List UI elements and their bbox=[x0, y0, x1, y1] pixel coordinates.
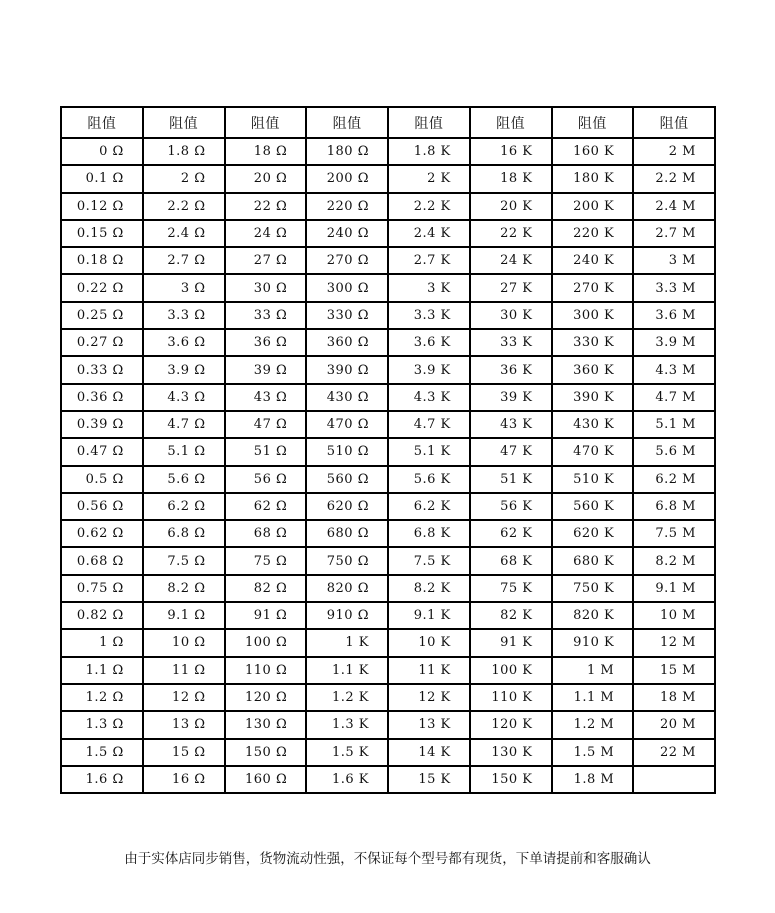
table-row bbox=[61, 739, 715, 766]
resistance-value-cell: 3.3 M bbox=[633, 274, 715, 301]
resistance-value-cell: 22 M bbox=[633, 739, 715, 766]
resistance-value-cell: 1.2 M bbox=[552, 711, 634, 738]
resistance-value-cell: 75 K bbox=[470, 575, 552, 602]
resistance-value-cell: 100 K bbox=[470, 657, 552, 684]
resistance-value-cell: 0.25 Ω bbox=[61, 302, 143, 329]
table-row bbox=[61, 247, 715, 274]
resistance-value-cell: 0.33 Ω bbox=[61, 356, 143, 383]
resistance-value-cell: 9.1 M bbox=[633, 575, 715, 602]
resistance-value-cell: 3.6 Ω bbox=[143, 329, 225, 356]
resistance-value-cell: 12 M bbox=[633, 629, 715, 656]
resistance-value-cell: 2.2 M bbox=[633, 165, 715, 192]
resistance-value-cell: 110 Ω bbox=[225, 657, 307, 684]
resistance-value-cell: 0.22 Ω bbox=[61, 274, 143, 301]
resistance-value-cell: 430 K bbox=[552, 411, 634, 438]
resistance-value-cell: 3.6 K bbox=[388, 329, 470, 356]
resistance-value-cell: 560 K bbox=[552, 493, 634, 520]
resistance-value-cell: 0.1 Ω bbox=[61, 165, 143, 192]
resistance-value-cell: 1.6 K bbox=[306, 766, 388, 793]
resistance-value-cell: 0.36 Ω bbox=[61, 384, 143, 411]
resistance-value-cell: 270 K bbox=[552, 274, 634, 301]
resistance-value-cell: 43 Ω bbox=[225, 384, 307, 411]
resistance-value-cell: 18 Ω bbox=[225, 138, 307, 165]
resistance-value-cell: 30 K bbox=[470, 302, 552, 329]
resistance-value-cell: 2.7 Ω bbox=[143, 247, 225, 274]
table-row bbox=[61, 629, 715, 656]
resistance-value-cell: 33 Ω bbox=[225, 302, 307, 329]
resistance-value-cell: 120 Ω bbox=[225, 684, 307, 711]
resistance-value-cell: 8.2 Ω bbox=[143, 575, 225, 602]
resistance-value-cell: 150 Ω bbox=[225, 739, 307, 766]
resistance-value-cell: 0.39 Ω bbox=[61, 411, 143, 438]
resistance-value-cell: 33 K bbox=[470, 329, 552, 356]
resistance-value-cell: 4.7 K bbox=[388, 411, 470, 438]
resistance-value-cell: 30 Ω bbox=[225, 274, 307, 301]
resistance-value-cell: 43 K bbox=[470, 411, 552, 438]
resistance-value-cell: 91 K bbox=[470, 629, 552, 656]
resistance-value-cell: 3 Ω bbox=[143, 274, 225, 301]
resistance-value-cell: 3 M bbox=[633, 247, 715, 274]
resistance-value-cell: 2.2 K bbox=[388, 193, 470, 220]
stock-notice: 由于实体店同步销售，货物流动性强，不保证每个型号都有现货，下单请提前和客服确认 bbox=[124, 851, 651, 867]
resistance-value-cell: 1.5 Ω bbox=[61, 739, 143, 766]
resistance-value-cell: 4.7 M bbox=[633, 384, 715, 411]
resistance-value-cell: 910 Ω bbox=[306, 602, 388, 629]
resistance-value-cell: 3.9 M bbox=[633, 329, 715, 356]
resistance-value-cell: 82 Ω bbox=[225, 575, 307, 602]
resistance-value-cell: 7.5 M bbox=[633, 520, 715, 547]
resistance-value-cell: 0.82 Ω bbox=[61, 602, 143, 629]
resistance-value-cell: 11 Ω bbox=[143, 657, 225, 684]
resistance-value-cell: 18 M bbox=[633, 684, 715, 711]
resistance-value-cell: 5.1 K bbox=[388, 438, 470, 465]
resistance-value-cell: 160 Ω bbox=[225, 766, 307, 793]
resistance-value-cell: 7.5 K bbox=[388, 547, 470, 574]
resistance-value-cell: 13 Ω bbox=[143, 711, 225, 738]
resistance-value-cell: 75 Ω bbox=[225, 547, 307, 574]
resistance-value-cell: 68 Ω bbox=[225, 520, 307, 547]
table-row bbox=[61, 493, 715, 520]
resistance-value-cell: 15 Ω bbox=[143, 739, 225, 766]
resistance-value-cell: 1.5 K bbox=[306, 739, 388, 766]
resistance-value-cell: 180 K bbox=[552, 165, 634, 192]
resistance-value-cell: 6.2 M bbox=[633, 466, 715, 493]
resistance-value-cell: 1.5 M bbox=[552, 739, 634, 766]
table-row bbox=[61, 138, 715, 165]
resistance-value-cell: 510 Ω bbox=[306, 438, 388, 465]
resistance-value-cell: 0.18 Ω bbox=[61, 247, 143, 274]
resistance-value-cell: 220 Ω bbox=[306, 193, 388, 220]
resistance-value-cell: 2.4 Ω bbox=[143, 220, 225, 247]
column-header: 阻值 bbox=[633, 107, 715, 138]
resistance-value-cell: 270 Ω bbox=[306, 247, 388, 274]
resistance-value-cell: 36 Ω bbox=[225, 329, 307, 356]
resistance-value-cell: 15 K bbox=[388, 766, 470, 793]
resistance-value-cell: 27 Ω bbox=[225, 247, 307, 274]
resistance-value-cell: 430 Ω bbox=[306, 384, 388, 411]
resistance-value-cell: 47 Ω bbox=[225, 411, 307, 438]
resistance-value-cell: 1 K bbox=[306, 629, 388, 656]
resistance-value-cell: 24 Ω bbox=[225, 220, 307, 247]
resistance-value-cell: 0.62 Ω bbox=[61, 520, 143, 547]
table-row bbox=[61, 684, 715, 711]
table-row bbox=[61, 575, 715, 602]
resistance-value-cell: 120 K bbox=[470, 711, 552, 738]
resistance-value-cell: 820 Ω bbox=[306, 575, 388, 602]
resistance-value-cell: 1.3 Ω bbox=[61, 711, 143, 738]
table-row bbox=[61, 411, 715, 438]
resistance-value-cell: 300 Ω bbox=[306, 274, 388, 301]
resistance-value-cell: 82 K bbox=[470, 602, 552, 629]
resistance-value-cell: 300 K bbox=[552, 302, 634, 329]
table-row bbox=[61, 356, 715, 383]
resistance-value-cell: 2.7 M bbox=[633, 220, 715, 247]
table-row bbox=[61, 711, 715, 738]
resistance-value-cell: 14 K bbox=[388, 739, 470, 766]
resistance-value-cell: 68 K bbox=[470, 547, 552, 574]
resistance-value-cell: 62 Ω bbox=[225, 493, 307, 520]
resistance-value-cell: 200 K bbox=[552, 193, 634, 220]
resistance-value-cell: 510 K bbox=[552, 466, 634, 493]
resistance-value-cell: 12 K bbox=[388, 684, 470, 711]
resistance-value-cell: 5.1 M bbox=[633, 411, 715, 438]
column-header: 阻值 bbox=[552, 107, 634, 138]
resistance-value-cell: 360 K bbox=[552, 356, 634, 383]
resistance-value-cell: 6.2 K bbox=[388, 493, 470, 520]
resistance-value-cell: 0.27 Ω bbox=[61, 329, 143, 356]
table-row bbox=[61, 602, 715, 629]
table-row bbox=[61, 438, 715, 465]
resistance-value-cell: 3.6 M bbox=[633, 302, 715, 329]
resistance-value-cell: 16 K bbox=[470, 138, 552, 165]
resistance-value-cell: 22 K bbox=[470, 220, 552, 247]
resistance-value-cell: 2.4 M bbox=[633, 193, 715, 220]
resistance-value-cell: 820 K bbox=[552, 602, 634, 629]
resistance-value-cell: 39 K bbox=[470, 384, 552, 411]
resistance-value-cell: 180 Ω bbox=[306, 138, 388, 165]
resistance-value-cell: 240 K bbox=[552, 247, 634, 274]
resistance-value-cell: 680 Ω bbox=[306, 520, 388, 547]
resistance-value-cell: 1.1 K bbox=[306, 657, 388, 684]
table-row bbox=[61, 547, 715, 574]
resistance-value-cell: 9.1 Ω bbox=[143, 602, 225, 629]
resistance-value-cell: 0.56 Ω bbox=[61, 493, 143, 520]
resistance-value-cell: 3.3 K bbox=[388, 302, 470, 329]
resistance-value-cell: 100 Ω bbox=[225, 629, 307, 656]
table-row bbox=[61, 766, 715, 793]
resistance-value-cell: 5.6 Ω bbox=[143, 466, 225, 493]
resistance-value-cell: 1.3 K bbox=[306, 711, 388, 738]
resistance-value-cell: 1.8 M bbox=[552, 766, 634, 793]
column-header: 阻值 bbox=[388, 107, 470, 138]
resistance-value-cell: 0.47 Ω bbox=[61, 438, 143, 465]
resistance-value-cell: 0.75 Ω bbox=[61, 575, 143, 602]
header-row bbox=[61, 107, 715, 138]
resistance-value-cell: 9.1 K bbox=[388, 602, 470, 629]
resistance-value-cell: 1.2 K bbox=[306, 684, 388, 711]
resistance-value-cell: 910 K bbox=[552, 629, 634, 656]
table-row bbox=[61, 302, 715, 329]
resistance-value-cell: 3.3 Ω bbox=[143, 302, 225, 329]
table-row bbox=[61, 657, 715, 684]
resistance-value-cell: 1.2 Ω bbox=[61, 684, 143, 711]
resistance-value-cell: 200 Ω bbox=[306, 165, 388, 192]
resistance-value-cell: 6.8 M bbox=[633, 493, 715, 520]
resistance-value-cell: 620 K bbox=[552, 520, 634, 547]
resistance-value-cell: 47 K bbox=[470, 438, 552, 465]
resistor-value-table bbox=[60, 106, 716, 794]
resistance-value-cell: 3.9 Ω bbox=[143, 356, 225, 383]
resistance-value-cell: 10 Ω bbox=[143, 629, 225, 656]
resistance-value-cell: 16 Ω bbox=[143, 766, 225, 793]
column-header: 阻值 bbox=[470, 107, 552, 138]
resistance-value-cell: 1.6 Ω bbox=[61, 766, 143, 793]
resistance-value-cell: 220 K bbox=[552, 220, 634, 247]
resistance-value-cell: 15 M bbox=[633, 657, 715, 684]
resistance-value-cell: 4.3 K bbox=[388, 384, 470, 411]
table-row bbox=[61, 329, 715, 356]
resistance-value-cell: 13 K bbox=[388, 711, 470, 738]
resistance-value-cell: 36 K bbox=[470, 356, 552, 383]
resistance-value-cell: 0 Ω bbox=[61, 138, 143, 165]
resistance-value-cell: 330 Ω bbox=[306, 302, 388, 329]
resistance-value-cell: 8.2 K bbox=[388, 575, 470, 602]
resistance-value-cell: 51 K bbox=[470, 466, 552, 493]
resistance-value-cell: 3 K bbox=[388, 274, 470, 301]
resistance-value-cell: 2 Ω bbox=[143, 165, 225, 192]
table-row bbox=[61, 165, 715, 192]
resistance-value-cell: 4.3 Ω bbox=[143, 384, 225, 411]
column-header: 阻值 bbox=[306, 107, 388, 138]
resistance-value-cell: 2.2 Ω bbox=[143, 193, 225, 220]
resistance-value-cell: 27 K bbox=[470, 274, 552, 301]
resistance-value-cell: 5.6 K bbox=[388, 466, 470, 493]
column-header: 阻值 bbox=[143, 107, 225, 138]
resistance-value-cell: 56 K bbox=[470, 493, 552, 520]
resistance-value-cell: 470 Ω bbox=[306, 411, 388, 438]
resistance-value-cell: 3.9 K bbox=[388, 356, 470, 383]
resistance-value-cell: 4.3 M bbox=[633, 356, 715, 383]
resistance-value-cell: 560 Ω bbox=[306, 466, 388, 493]
resistance-value-cell: 6.8 Ω bbox=[143, 520, 225, 547]
resistance-value-cell: 130 Ω bbox=[225, 711, 307, 738]
resistance-value-cell bbox=[633, 766, 715, 793]
resistance-value-cell: 160 K bbox=[552, 138, 634, 165]
resistance-value-cell: 750 Ω bbox=[306, 547, 388, 574]
resistance-value-cell: 0.15 Ω bbox=[61, 220, 143, 247]
resistance-value-cell: 0.5 Ω bbox=[61, 466, 143, 493]
resistance-value-cell: 20 K bbox=[470, 193, 552, 220]
resistance-value-cell: 0.12 Ω bbox=[61, 193, 143, 220]
resistance-value-cell: 0.68 Ω bbox=[61, 547, 143, 574]
resistance-value-cell: 360 Ω bbox=[306, 329, 388, 356]
resistance-value-cell: 680 K bbox=[552, 547, 634, 574]
resistance-value-cell: 56 Ω bbox=[225, 466, 307, 493]
resistance-value-cell: 390 K bbox=[552, 384, 634, 411]
resistance-value-cell: 110 K bbox=[470, 684, 552, 711]
resistance-value-cell: 2.7 K bbox=[388, 247, 470, 274]
resistance-value-cell: 620 Ω bbox=[306, 493, 388, 520]
resistance-value-cell: 24 K bbox=[470, 247, 552, 274]
resistance-value-cell: 1 Ω bbox=[61, 629, 143, 656]
resistance-value-cell: 5.6 M bbox=[633, 438, 715, 465]
resistance-value-cell: 20 Ω bbox=[225, 165, 307, 192]
resistance-value-cell: 91 Ω bbox=[225, 602, 307, 629]
resistance-value-cell: 11 K bbox=[388, 657, 470, 684]
resistance-value-cell: 12 Ω bbox=[143, 684, 225, 711]
column-header: 阻值 bbox=[61, 107, 143, 138]
table-row bbox=[61, 384, 715, 411]
resistance-value-cell: 2 M bbox=[633, 138, 715, 165]
resistance-value-cell: 10 M bbox=[633, 602, 715, 629]
resistance-value-cell: 1.8 K bbox=[388, 138, 470, 165]
table-row bbox=[61, 274, 715, 301]
resistance-value-cell: 20 M bbox=[633, 711, 715, 738]
resistance-value-cell: 1.8 Ω bbox=[143, 138, 225, 165]
resistance-value-cell: 240 Ω bbox=[306, 220, 388, 247]
resistance-value-cell: 62 K bbox=[470, 520, 552, 547]
resistance-value-cell: 470 K bbox=[552, 438, 634, 465]
resistance-value-cell: 2 K bbox=[388, 165, 470, 192]
resistance-value-cell: 2.4 K bbox=[388, 220, 470, 247]
resistance-value-cell: 22 Ω bbox=[225, 193, 307, 220]
resistance-value-cell: 1.1 M bbox=[552, 684, 634, 711]
resistance-value-cell: 39 Ω bbox=[225, 356, 307, 383]
resistance-value-cell: 150 K bbox=[470, 766, 552, 793]
resistance-value-cell: 390 Ω bbox=[306, 356, 388, 383]
resistor-value-sheet bbox=[60, 106, 716, 794]
resistance-value-cell: 18 K bbox=[470, 165, 552, 192]
resistance-value-cell: 6.2 Ω bbox=[143, 493, 225, 520]
resistance-value-cell: 130 K bbox=[470, 739, 552, 766]
resistance-value-cell: 51 Ω bbox=[225, 438, 307, 465]
resistance-value-cell: 330 K bbox=[552, 329, 634, 356]
resistance-value-cell: 8.2 M bbox=[633, 547, 715, 574]
resistance-value-cell: 750 K bbox=[552, 575, 634, 602]
table-row bbox=[61, 193, 715, 220]
table-row bbox=[61, 520, 715, 547]
table-body bbox=[61, 138, 715, 793]
resistance-value-cell: 7.5 Ω bbox=[143, 547, 225, 574]
resistance-value-cell: 10 K bbox=[388, 629, 470, 656]
resistance-value-cell: 4.7 Ω bbox=[143, 411, 225, 438]
resistance-value-cell: 5.1 Ω bbox=[143, 438, 225, 465]
table-row bbox=[61, 466, 715, 493]
column-header: 阻值 bbox=[225, 107, 307, 138]
resistance-value-cell: 1 M bbox=[552, 657, 634, 684]
resistance-value-cell: 1.1 Ω bbox=[61, 657, 143, 684]
resistance-value-cell: 6.8 K bbox=[388, 520, 470, 547]
table-row bbox=[61, 220, 715, 247]
